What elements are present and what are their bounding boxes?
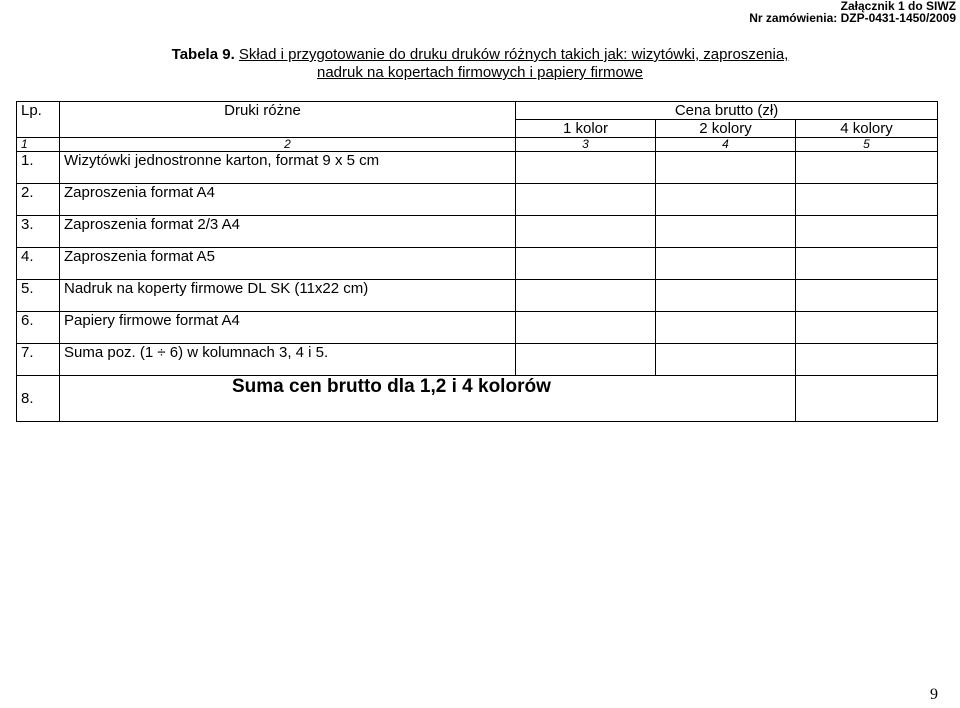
row-description: Zaproszenia format A5 bbox=[60, 248, 516, 280]
table-row bbox=[17, 152, 938, 184]
price-4-kolory-cell[interactable] bbox=[796, 312, 938, 344]
table-title-label: Tabela 9. bbox=[171, 46, 235, 63]
row-number: 7. bbox=[17, 344, 60, 376]
row-number: 5. bbox=[17, 280, 60, 312]
table-title-text-line2: nadruk na kopertach firmowych i papiery firmowe bbox=[317, 64, 643, 81]
total-sum-cell[interactable] bbox=[796, 376, 938, 422]
table-row bbox=[17, 216, 938, 248]
price-1-kolor-cell[interactable] bbox=[516, 216, 656, 248]
table-row bbox=[17, 248, 938, 280]
table-row bbox=[17, 280, 938, 312]
price-1-kolor-cell[interactable] bbox=[516, 312, 656, 344]
price-2-kolory-cell[interactable] bbox=[656, 312, 796, 344]
header-row bbox=[17, 102, 938, 120]
row-number: 4. bbox=[17, 248, 60, 280]
row-number: 1. bbox=[17, 152, 60, 184]
row-number: 6. bbox=[17, 312, 60, 344]
header-price: Cena brutto (zł) bbox=[516, 102, 938, 120]
index-cell: 5 bbox=[796, 138, 938, 152]
table-row bbox=[17, 344, 938, 376]
price-1-kolor-cell[interactable] bbox=[516, 152, 656, 184]
page-number: 9 bbox=[930, 686, 938, 703]
header-lp: Lp. bbox=[17, 102, 60, 138]
row-description: Wizytówki jednostronne karton, format 9 x 5 cm bbox=[60, 152, 516, 184]
total-row bbox=[17, 376, 938, 422]
header-2-kolory: 2 kolory bbox=[656, 120, 796, 138]
row-number: 3. bbox=[17, 216, 60, 248]
price-2-kolory-cell[interactable] bbox=[656, 216, 796, 248]
price-2-kolory-cell[interactable] bbox=[656, 184, 796, 216]
price-2-kolory-cell[interactable] bbox=[656, 280, 796, 312]
table-title-text: Skład i przygotowanie do druku druków różnych takich jak: wizytówki, zaproszenia, bbox=[238, 46, 789, 63]
index-cell: 2 bbox=[60, 138, 516, 152]
price-4-kolory-cell[interactable] bbox=[796, 152, 938, 184]
table-row bbox=[17, 184, 938, 216]
price-4-kolory-cell[interactable] bbox=[796, 216, 938, 248]
index-cell: 4 bbox=[656, 138, 796, 152]
total-row-number: 8. bbox=[17, 376, 60, 422]
order-number: Nr zamówienia: DZP-0431-1450/2009 bbox=[749, 11, 956, 25]
row-number: 2. bbox=[17, 184, 60, 216]
price-2-kolory-cell[interactable] bbox=[656, 152, 796, 184]
attachment-label: Załącznik 1 do SIWZ bbox=[840, 0, 956, 13]
total-row-description: Suma cen brutto dla 1,2 i 4 kolorów bbox=[232, 376, 551, 397]
price-2-kolory-cell[interactable] bbox=[656, 248, 796, 280]
index-cell: 3 bbox=[516, 138, 656, 152]
header-1-kolor: 1 kolor bbox=[516, 120, 656, 138]
price-4-kolory-cell[interactable] bbox=[796, 280, 938, 312]
row-description: Papiery firmowe format A4 bbox=[60, 312, 516, 344]
sum-1-kolor-cell[interactable] bbox=[516, 344, 656, 376]
table-row bbox=[17, 312, 938, 344]
sum-2-kolory-cell[interactable] bbox=[656, 344, 796, 376]
sum-4-kolory-cell[interactable] bbox=[796, 344, 938, 376]
header-4-kolory: 4 kolory bbox=[796, 120, 938, 138]
row-description: Suma poz. (1 ÷ 6) w kolumnach 3, 4 i 5. bbox=[60, 344, 516, 376]
table-title bbox=[130, 46, 830, 82]
row-description: Nadruk na koperty firmowe DL SK (11x22 cm) bbox=[60, 280, 516, 312]
total-row-description-cell bbox=[60, 376, 796, 422]
pricing-table bbox=[16, 101, 938, 422]
price-1-kolor-cell[interactable] bbox=[516, 248, 656, 280]
price-1-kolor-cell[interactable] bbox=[516, 184, 656, 216]
price-4-kolory-cell[interactable] bbox=[796, 184, 938, 216]
row-description: Zaproszenia format 2/3 A4 bbox=[60, 216, 516, 248]
index-cell: 1 bbox=[17, 138, 60, 152]
price-1-kolor-cell[interactable] bbox=[516, 280, 656, 312]
index-row bbox=[17, 138, 938, 152]
header-item: Druki różne bbox=[60, 102, 516, 138]
price-4-kolory-cell[interactable] bbox=[796, 248, 938, 280]
row-description: Zaproszenia format A4 bbox=[60, 184, 516, 216]
